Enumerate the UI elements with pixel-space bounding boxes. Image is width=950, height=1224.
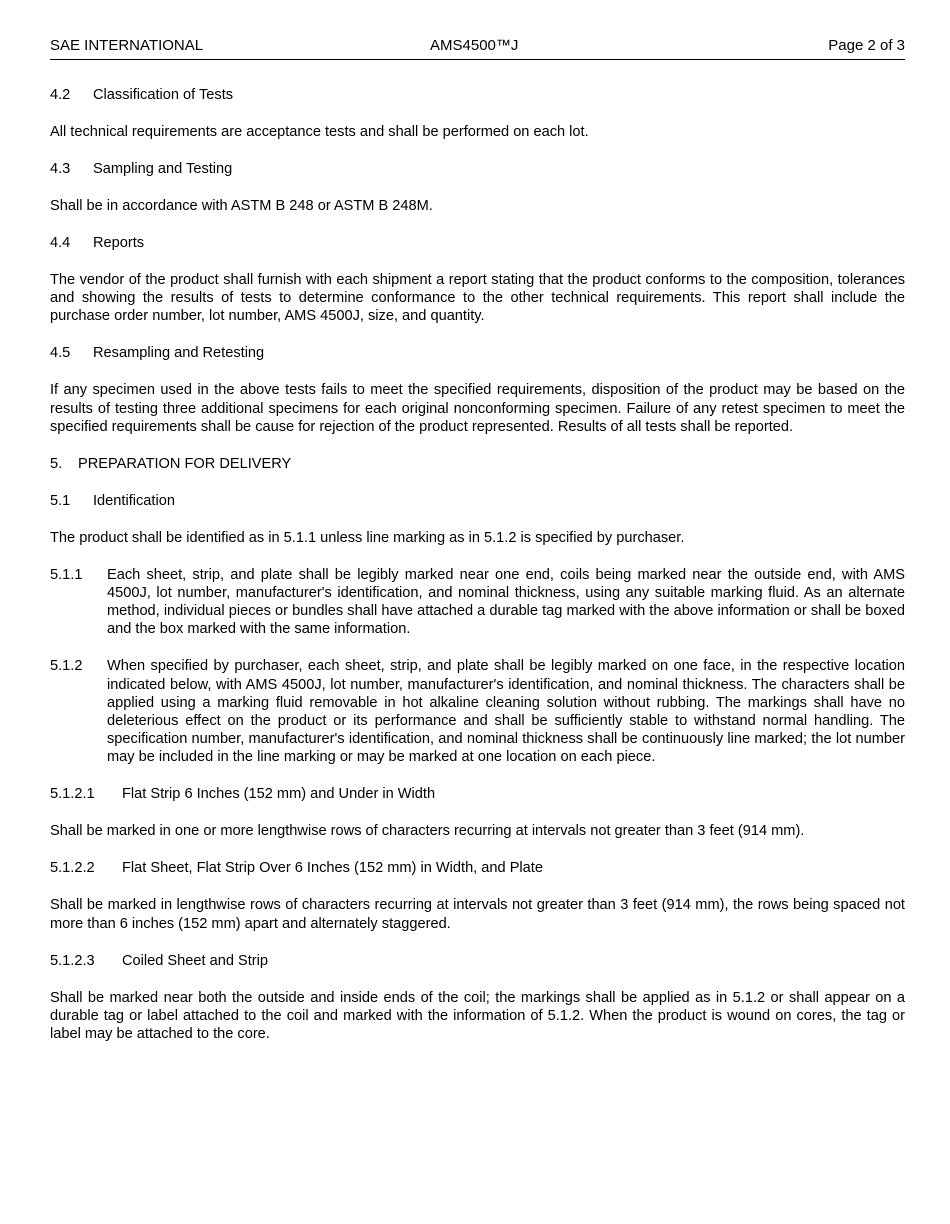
section-5-1-1 <box>50 566 905 639</box>
section-4-4-heading <box>50 234 905 252</box>
section-number: 4.3 <box>50 161 71 177</box>
header-spec-number: AMS4500™J <box>430 37 519 54</box>
section-title: Coiled Sheet and Strip <box>122 952 269 969</box>
section-title: Sampling and Testing <box>93 161 233 177</box>
section-5-1-2-3-text: Shall be marked near both the outside and inside ends of the coil; the markings shall be applied as in 5.1.2 or shall appear on a durable tag or label attached to the coil and marked with the information of 5.1.2. When the product is wound on cores, the tag or label may be attached to the core. <box>50 989 905 1043</box>
section-number: 5.1 <box>50 492 71 509</box>
section-5-1-heading <box>50 492 905 510</box>
document-body <box>50 86 905 1062</box>
section-5-1-2-3-heading <box>50 952 905 970</box>
section-5-heading <box>50 455 905 473</box>
section-4-5-heading <box>50 344 905 362</box>
section-title: Flat Sheet, Flat Strip Over 6 Inches (152 mm) in Width, and Plate <box>122 860 543 877</box>
page-header <box>50 37 905 60</box>
section-number: 5.1.2.2 <box>50 860 95 877</box>
header-organization: SAE INTERNATIONAL <box>50 37 204 54</box>
section-title: Identification <box>93 492 175 509</box>
section-number: 4.5 <box>50 345 71 362</box>
section-5-1-2 <box>50 657 905 766</box>
section-5-1-2-2-heading <box>50 859 905 877</box>
section-number: 5. <box>50 455 63 472</box>
section-text: Each sheet, strip, and plate shall be legibly marked near one end, coils being marked near the outside end, with AMS 4500J, lot number, manufacturer's identification, and nominal thickness, using any suitable marking fluid. As an alternate method, individual pieces or bundles shall have attached a durable tag marked with the above information or shall be boxed and the box marked with the same information. <box>107 566 905 638</box>
section-title: Classification of Tests <box>93 87 234 103</box>
section-5-1-text: The product shall be identified as in 5.1.1 unless line marking as in 5.1.2 is specified by purchaser. <box>50 529 685 546</box>
section-title: PREPARATION FOR DELIVERY <box>78 455 292 472</box>
section-5-1-2-1-text: Shall be marked in one or more lengthwise rows of characters recurring at intervals not greater than 3 feet (914 mm). <box>50 823 805 840</box>
section-text: When specified by purchaser, each sheet, strip, and plate shall be legibly marked on one face, in the respective location indicated below, with AMS 4500J, lot number, manufacturer's identification, and nominal thickness. The characters shall be applied using a marking fluid removable in hot alkaline cleaning solution without rubbing. The markings shall have no deleterious effect on the product or its performance and shall be sufficiently stable to withstand normal handling. The specification number, manufacturer's identification, and nominal thickness shall be continuously line marked; the lot number may be included in the line marking or may be marked at one location on each piece. <box>107 658 905 766</box>
section-4-3-heading <box>50 160 905 178</box>
section-number: 5.1.2.1 <box>50 786 95 803</box>
section-number: 5.1.2 <box>50 658 83 675</box>
section-title: Flat Strip 6 Inches (152 mm) and Under in Width <box>122 786 436 803</box>
section-title: Resampling and Retesting <box>93 345 265 362</box>
section-title: Reports <box>93 235 145 251</box>
section-number: 5.1.1 <box>50 566 83 583</box>
section-4-3-text: Shall be in accordance with ASTM B 248 or ASTM B 248M. <box>50 198 433 214</box>
section-5-1-2-1-heading <box>50 785 905 803</box>
section-number: 4.4 <box>50 235 71 251</box>
section-number: 4.2 <box>50 87 71 103</box>
section-4-2-heading <box>50 86 905 104</box>
section-4-4-text: The vendor of the product shall furnish with each shipment a report stating that the product conforms to the composition, tolerances and showing the results of tests to determine conformance to the other technical requirements. This report shall include the purchase order number, lot number, AMS 4500J, size, and quantity. <box>50 272 905 325</box>
section-5-1-2-2-text: Shall be marked in lengthwise rows of characters recurring at intervals not greater than 3 feet (914 mm), the rows being spaced not more than 6 inches (152 mm) apart and alternately staggered. <box>50 897 905 932</box>
header-page-number: Page 2 of 3 <box>828 37 905 54</box>
section-number: 5.1.2.3 <box>50 952 95 969</box>
section-4-5-text: If any specimen used in the above tests fails to meet the specified requirements, disposition of the product may be based on the results of testing three additional specimens for each original nonconforming specimen. Failure of any retest specimen to meet the specified requirements shall be cause for rejection of the product represented. Results of all tests shall be reported. <box>50 382 905 435</box>
section-4-2-text: All technical requirements are acceptance tests and shall be performed on each lot. <box>50 124 589 140</box>
